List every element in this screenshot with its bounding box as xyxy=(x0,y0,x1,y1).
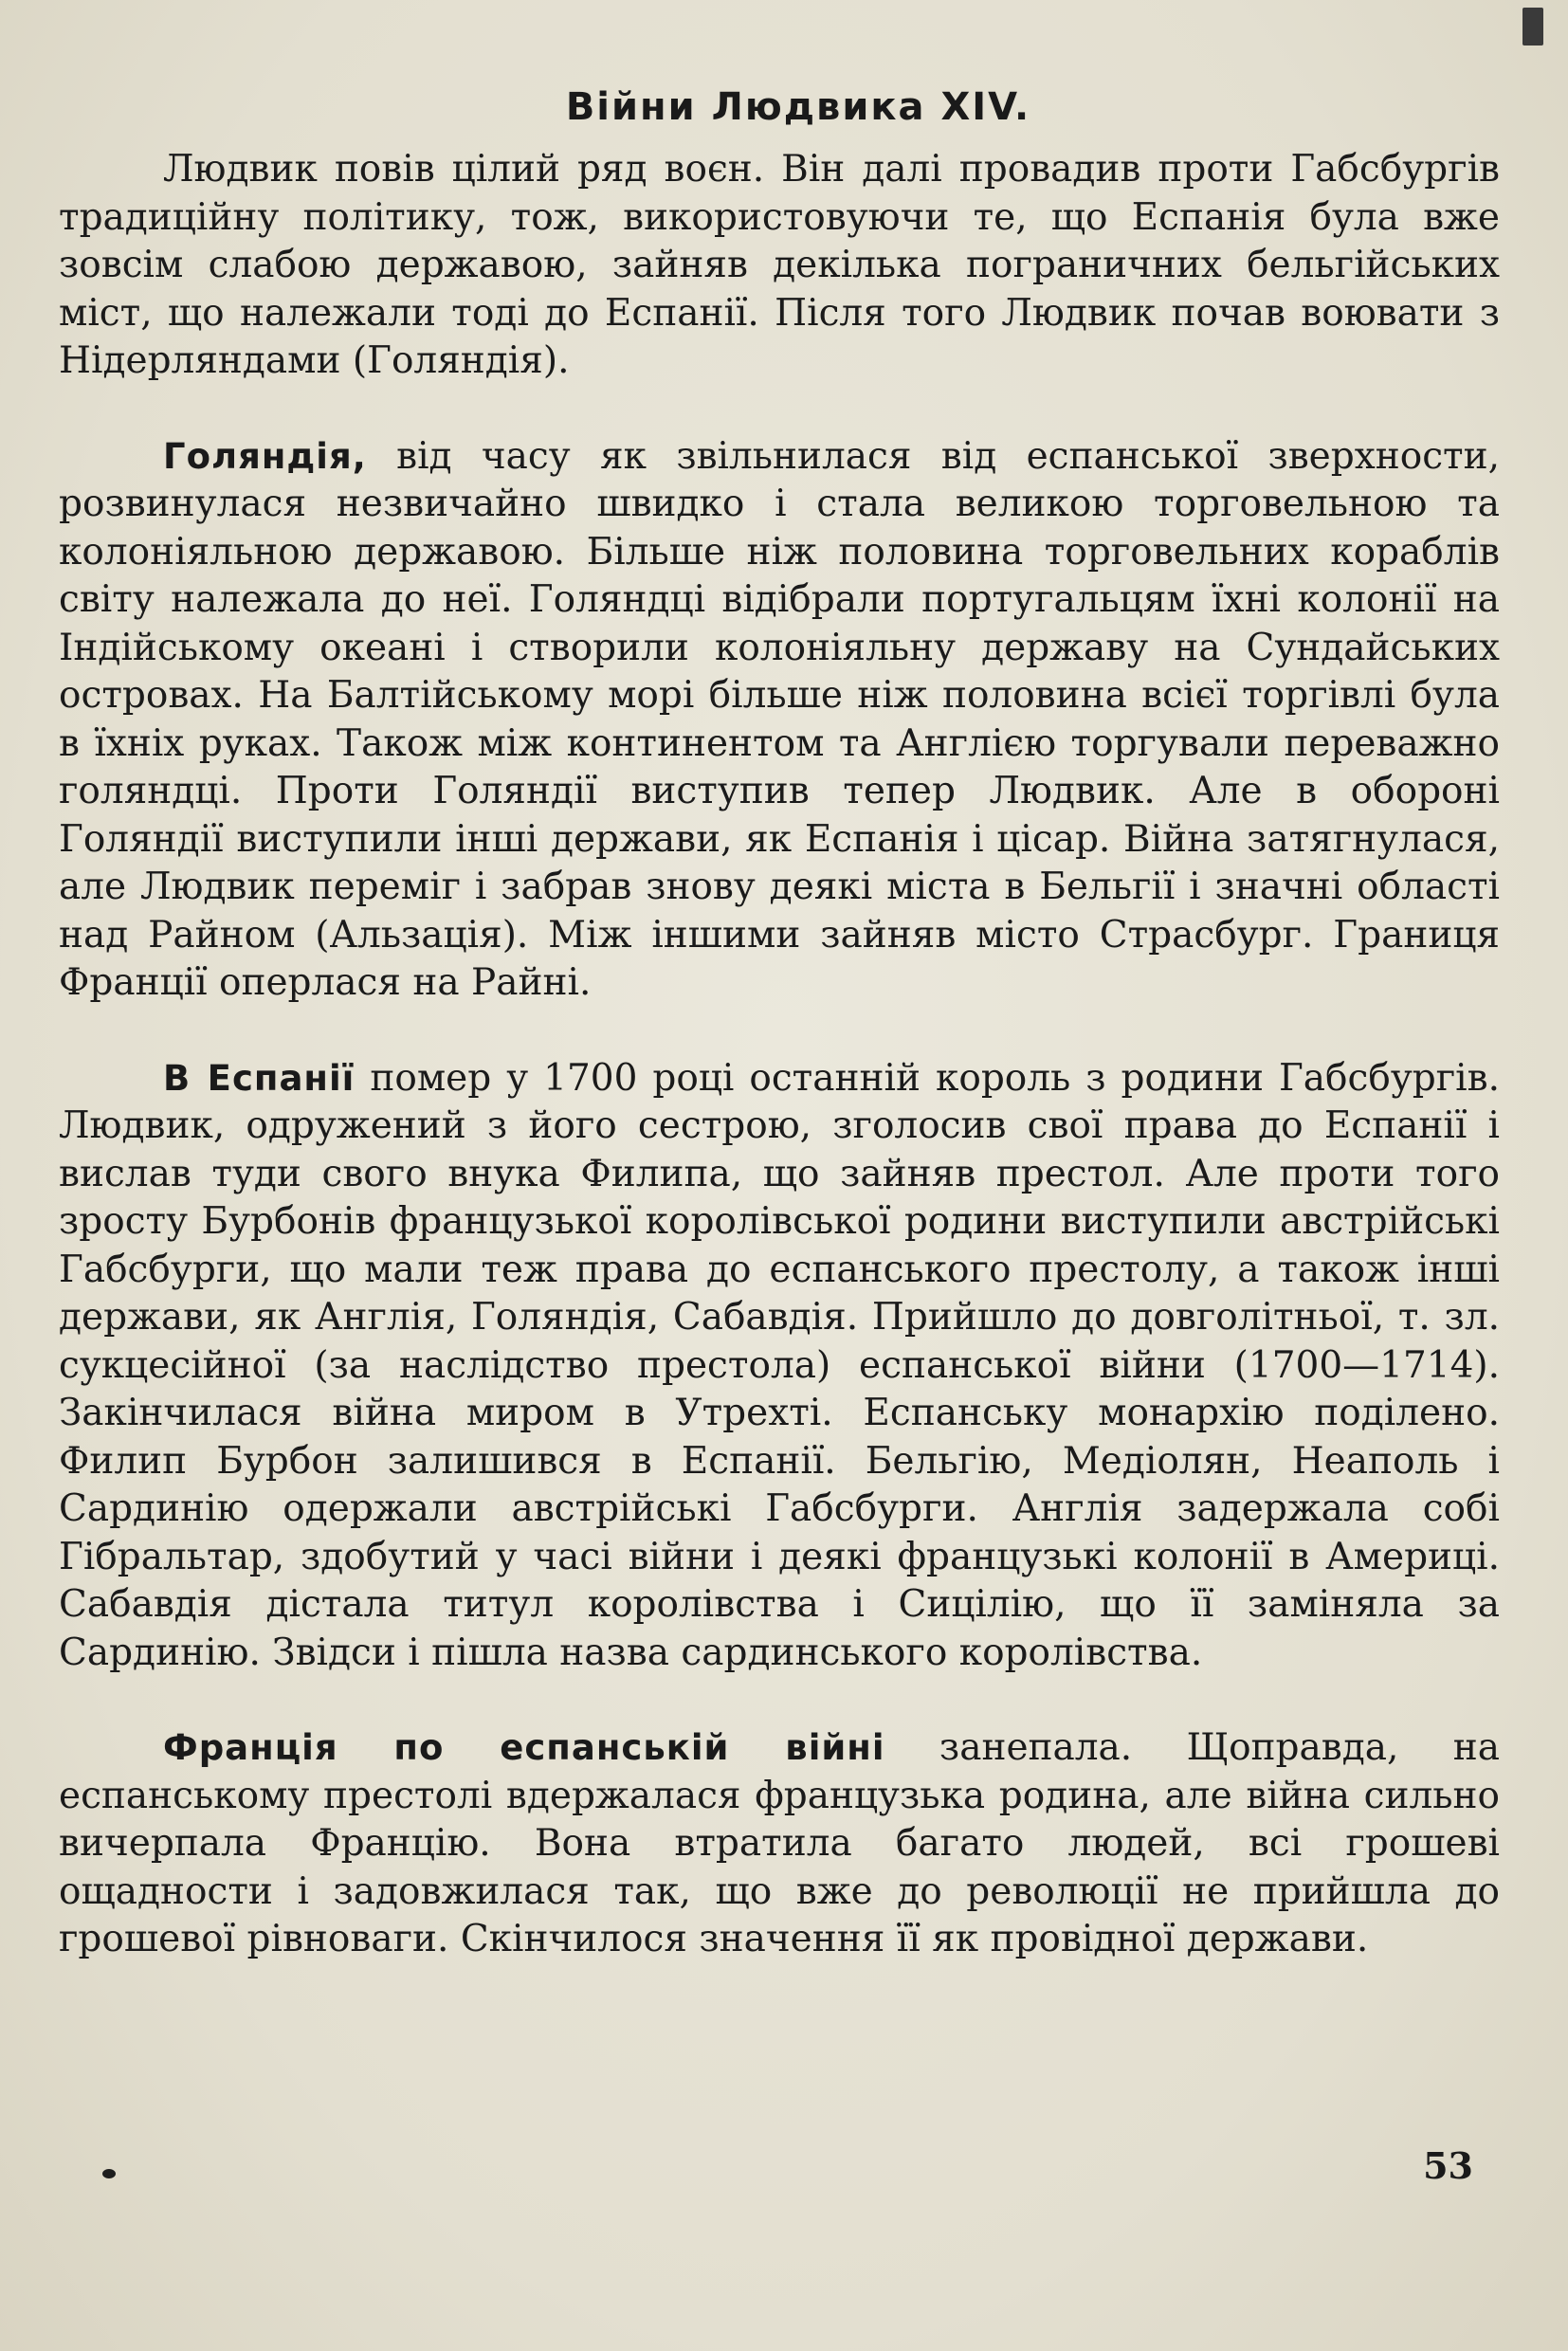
page-number: 53 xyxy=(1423,2144,1473,2187)
paragraph-lead: Голяндія, xyxy=(163,435,367,477)
scan-corner-mark xyxy=(1522,8,1543,46)
paragraph-lead: Франція по еспанській війні xyxy=(163,1727,885,1768)
paragraph-spain xyxy=(59,1055,1500,1678)
paragraph-france xyxy=(59,1724,1500,1964)
paragraph-text: Людвик повів цілий ряд воєн. Він далі провадив проти Габсбургів традиційну політику, тож, використовуючи те, що Еспанія була вже зовсім слабою державою, зайняв декілька пограничних бельгійських міст, що належали тоді до Еспанії. Після того Людвик почав воювати з Нідерляндами (Голяндія). xyxy=(59,148,1500,382)
paragraph-text: від часу як звільнилася від еспанської зверхности, розвинулася незвичайно швидко і стала великою торговельною та колоніяльною державою. Більше ніж половина торговельних кораблів світу належала до неї. Голяндці відібрали португальцям їхні колонії на Індійському океані і створили колоніяльну державу на Сундайських островах. На Балтійському морі більше ніж половина всієї торгівлі була в їхніх руках. Також між континентом та Англією торгували переважно голяндці. Проти Голяндії виступив тепер Людвик. Але в обороні Голяндії виступили інші держави, як Еспанія і цісар. Війна затягнулася, але Людвик переміг і забрав знову деякі міста в Бельгії і значні області над Райном (Альзація). Між іншими зайняв місто Страсбург. Границя Франції оперлася на Райні. xyxy=(59,434,1500,1004)
paragraph-holland xyxy=(59,433,1500,1008)
page-content xyxy=(59,85,1500,1964)
chapter-title: Війни Людвика XIV. xyxy=(565,85,1031,129)
paragraph-text: помер у 1700 році останній король з родини Габсбургів. Людвик, одружений з його сестрою, зголосив свої права до Еспанії і вислав туди свого внука Филипа, що зайняв престол. Але проти того зросту Бурбонів французької королівської родини виступили австрійські Габсбурги, що мали теж права до еспанського престолу, а також інші держави, як Англія, Голяндія, Сабавдія. Прийшло до довголітньої, т. зл. сукцесійної (за наслідство престола) еспанської війни (1700—1714). Закінчилася війна миром в Утрехті. Еспанську монархію поділено. Филип Бурбон залишився в Еспанії. Бельгію, Медіолян, Неаполь і Сардинію одержали австрійські Габсбурги. Англія задержала собі Гібральтар, здобутий у часі війни і деякі французькі колонії в Америці. Сабавдія дістала титул королівства і Сицілію, що її заміняла за Сардинію. Звідси і пішла назва сардинського королівства. xyxy=(59,1056,1500,1674)
paragraph-intro xyxy=(59,146,1500,386)
paragraph-text: занепала. Щоправда, на еспанському престолі вдержалася французька родина, але війна сильно вичерпала Францію. Вона втратила багато людей, всі грошеві ощадности і задовжилася так, що вже до революції не прийшла до грошевої рівноваги. Скінчилося значення її як провідної держави. xyxy=(59,1726,1500,1960)
ink-dot xyxy=(102,2169,116,2178)
paragraph-lead: В Еспанії xyxy=(163,1057,356,1099)
